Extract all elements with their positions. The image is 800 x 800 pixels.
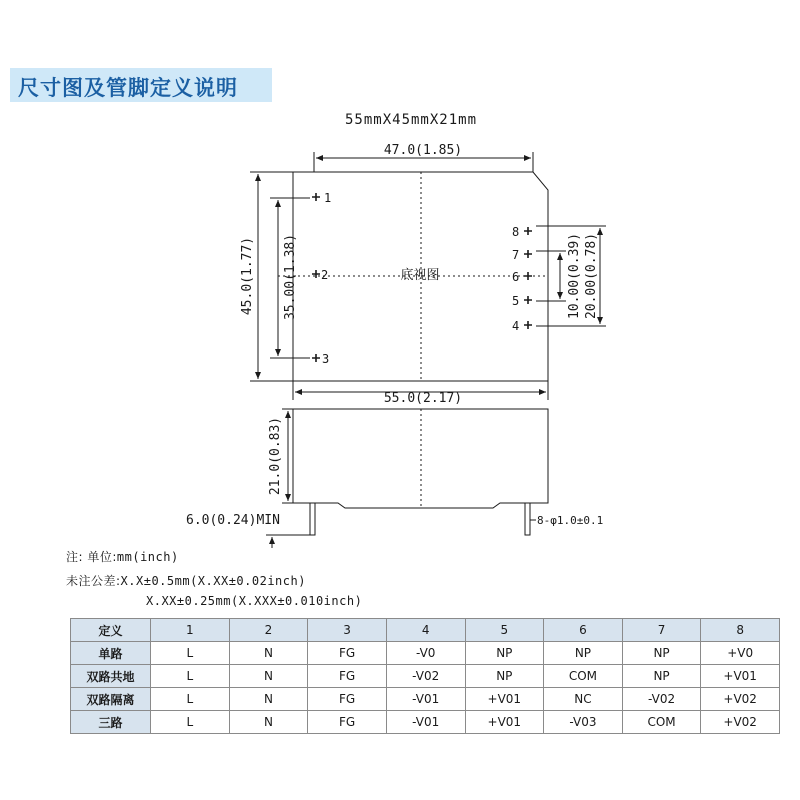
dim-pin-diameter-label: 8-φ1.0±0.1 [537,514,604,527]
dim-pin-length-label: 6.0(0.24)MIN [186,513,280,528]
dim-overall-width-label: 55.0(2.17) [383,391,463,406]
table-cell: N [229,642,308,665]
table-column-header: 1 [151,619,230,642]
table-cell: +V02 [701,711,780,734]
table-cell: L [151,642,230,665]
table-cell: FG [308,688,387,711]
table-column-header: 6 [544,619,623,642]
table-cell: -V01 [386,711,465,734]
table-cell: NP [622,665,701,688]
pin-2 [312,268,328,282]
table-corner-cell: 定义 [71,619,151,642]
dim-height-label: 21.0(0.83) [268,416,283,496]
dim-right-inner-label: 10.00(0.39) [567,232,582,320]
table-column-header: 5 [465,619,544,642]
table-column-header: 7 [622,619,701,642]
table-cell: -V02 [622,688,701,711]
table-cell: -V02 [386,665,465,688]
pin-2-label: 2 [321,268,329,282]
pin-5-label: 5 [512,294,520,308]
table-cell: +V02 [701,688,780,711]
dim-right-outer-label: 20.00(0.78) [584,232,599,320]
table-column-header: 4 [386,619,465,642]
table-row-header: 三路 [71,711,151,734]
table-column-header: 3 [308,619,387,642]
dim-top-width-label: 47.0(1.85) [383,143,463,158]
table-cell: L [151,711,230,734]
note-unit-value: mm(inch) [116,550,179,564]
table-cell: FG [308,711,387,734]
note-tolerance-line1: X.X±0.5mm(X.XX±0.02inch) [120,574,306,588]
table-cell: -V0 [386,642,465,665]
table-header-row [71,619,780,642]
table-row [71,642,780,665]
pin-7 [512,248,532,262]
table-cell: FG [308,665,387,688]
table-cell: N [229,665,308,688]
table-cell: L [151,665,230,688]
table-row [71,665,780,688]
pin-3-label: 3 [322,352,330,366]
pin-5 [512,294,532,308]
pin-4 [512,319,532,333]
table-row-header: 双路隔离 [71,688,151,711]
table-cell: -V01 [386,688,465,711]
note-tolerance [66,572,306,589]
table-cell: NP [465,642,544,665]
note-unit [66,548,179,565]
table-cell: COM [544,665,623,688]
table-row [71,688,780,711]
dim-left-inner-label: 35.00(1.38) [283,233,298,321]
pin-3 [312,352,329,366]
module-size-label: 55mmX45mmX21mm [345,112,478,128]
side-view-pin-right [525,503,530,535]
table-column-header: 8 [701,619,780,642]
table-row-header: 单路 [71,642,151,665]
pin-8-label: 8 [512,225,520,239]
bottom-view-label: 底视图 [400,268,440,283]
note-tolerance-line2: X.XX±0.25mm(X.XXX±0.010inch) [146,594,363,608]
table-cell: NP [544,642,623,665]
pin-1 [312,191,331,205]
table-cell: +V01 [701,665,780,688]
table-row [71,711,780,734]
table-cell: N [229,711,308,734]
pin-7-label: 7 [512,248,520,262]
table-cell: N [229,688,308,711]
pin-6-label: 6 [512,270,520,284]
pin-definition-table [70,618,780,734]
table-cell: NC [544,688,623,711]
note-unit-label: 注: 单位: [66,550,117,564]
side-view-pin-left [310,503,315,535]
pin-1-label: 1 [324,191,332,205]
section-title: 尺寸图及管脚定义说明 [18,76,238,100]
table-cell: NP [465,665,544,688]
table-row-header: 双路共地 [71,665,151,688]
side-view-outline [293,409,548,508]
table-cell: -V03 [544,711,623,734]
table-cell: +V01 [465,711,544,734]
pin-8 [512,225,532,239]
table-cell: +V0 [701,642,780,665]
pin-6 [512,270,532,284]
note-tolerance-label: 未注公差: [66,574,121,588]
table-cell: +V01 [465,688,544,711]
table-cell: L [151,688,230,711]
table-cell: COM [622,711,701,734]
table-cell: NP [622,642,701,665]
dim-left-outer-label: 45.0(1.77) [240,236,255,316]
table-column-header: 2 [229,619,308,642]
table-cell: FG [308,642,387,665]
pin-4-label: 4 [512,319,520,333]
